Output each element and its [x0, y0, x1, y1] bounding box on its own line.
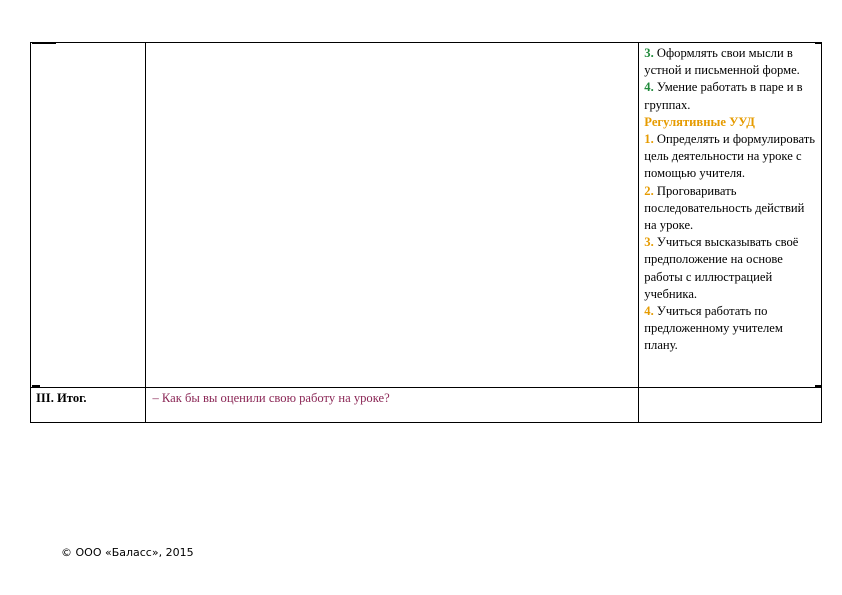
section-heading: Регулятивные УУД	[644, 114, 755, 129]
list-item	[644, 303, 817, 355]
list-item	[644, 131, 817, 183]
item-number: 4.	[644, 80, 654, 95]
item-text: Учиться работать по предложенному учителем плану.	[644, 304, 783, 353]
copyright-footer: © ООО «Баласс», 2015	[61, 546, 194, 559]
border-tick	[815, 385, 821, 387]
item-number: 1.	[644, 132, 654, 147]
border-tick	[815, 42, 821, 44]
stage-label: III. Итог.	[36, 391, 87, 405]
item-text: Умение работать в паре и в группах.	[644, 80, 803, 112]
item-number: 2.	[644, 183, 654, 198]
teacher-activity-cell	[146, 388, 639, 423]
border-tick	[32, 385, 40, 387]
item-number: 3.	[644, 235, 654, 250]
table-row	[31, 388, 822, 423]
uud-cell	[639, 388, 822, 423]
table-row	[31, 43, 822, 388]
lesson-table	[30, 42, 822, 423]
item-number: 4.	[644, 304, 654, 319]
list-item	[644, 234, 817, 303]
stage-cell	[31, 388, 146, 423]
teacher-activity-cell	[146, 43, 639, 388]
list-item	[644, 79, 817, 113]
item-text: Определять и формулировать цель деятельности на уроке с помощью учителя.	[644, 132, 816, 181]
question-text: – Как бы вы оценили свою работу на уроке?	[152, 391, 390, 405]
list-item	[644, 45, 817, 79]
item-text: Оформлять свои мысли в устной и письменной форме.	[644, 46, 800, 78]
item-text: Учиться высказывать своё предположение на основе работы с иллюстрацией учебника.	[644, 235, 799, 301]
stage-cell	[31, 43, 146, 388]
border-tick	[32, 42, 56, 44]
uud-cell	[639, 43, 822, 388]
item-number: 3.	[644, 46, 654, 60]
item-text: Проговаривать последовательность действий на уроке.	[644, 183, 805, 233]
list-item	[644, 183, 817, 235]
